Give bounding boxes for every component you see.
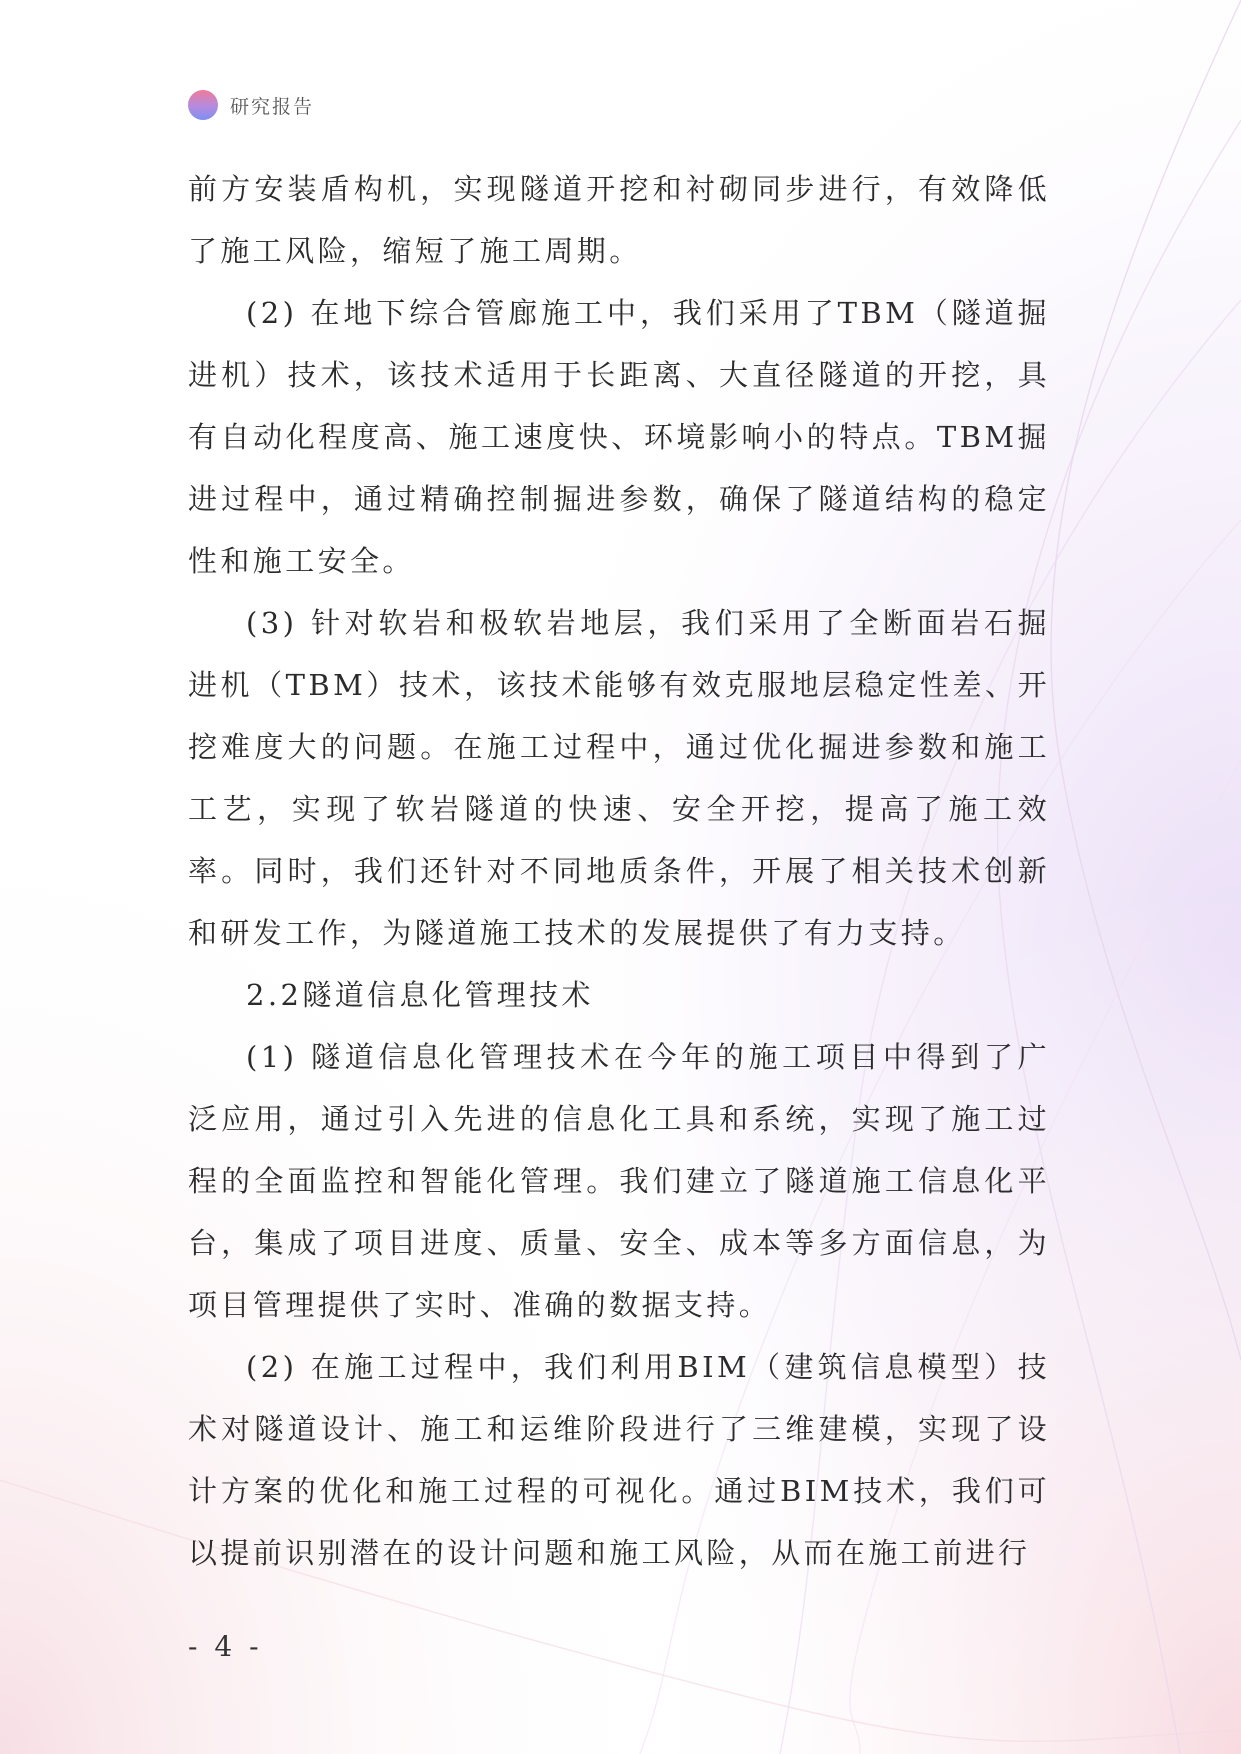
report-header	[188, 88, 314, 122]
paragraph-soft-rock-tbm: (3) 针对软岩和极软岩地层，我们采用了全断面岩石掘进机（TBM）技术，该技术能够有效克服地层稳定性差、开挖难度大的问题。在施工过程中，通过优化掘进参数和施工工艺，实现了软岩隧道的快速、安全开挖，提高了施工效率。同时，我们还针对不同地质条件，开展了相关技术创新和研发工作，为隧道施工技术的发展提供了有力支持。	[188, 606, 1050, 950]
paragraph-continuation: 前方安装盾构机，实现隧道开挖和衬砌同步进行，有效降低了施工风险，缩短了施工周期。	[188, 172, 1050, 268]
paragraph-information-management: (1) 隧道信息化管理技术在今年的施工项目中得到了广泛应用，通过引入先进的信息化工具和系统，实现了施工过程的全面监控和智能化管理。我们建立了隧道施工信息化平台，集成了项目进度、质量、安全、成本等多方面信息，为项目管理提供了实时、准确的数据支持。	[188, 1040, 1050, 1322]
document-body	[188, 158, 1050, 1584]
paragraph-bim: (2) 在施工过程中，我们利用BIM（建筑信息模型）技术对隧道设计、施工和运维阶段进行了三维建模，实现了设计方案的优化和施工过程的可视化。通过BIM技术，我们可以提前识别潜在的设计问题和施工风险，从而在施工前进行	[188, 1350, 1050, 1570]
header-title: 研究报告	[230, 95, 315, 118]
page-number: - 4 -	[188, 1630, 263, 1663]
section-heading: 2.2隧道信息化管理技术	[246, 978, 594, 1012]
report-logo-icon	[188, 90, 218, 120]
paragraph-tbm-utility-tunnel: (2) 在地下综合管廊施工中，我们采用了TBM（隧道掘进机）技术，该技术适用于长距离、大直径隧道的开挖，具有自动化程度高、施工速度快、环境影响小的特点。TBM掘进过程中，通过精确控制掘进参数，确保了隧道结构的稳定性和施工安全。	[188, 296, 1050, 578]
